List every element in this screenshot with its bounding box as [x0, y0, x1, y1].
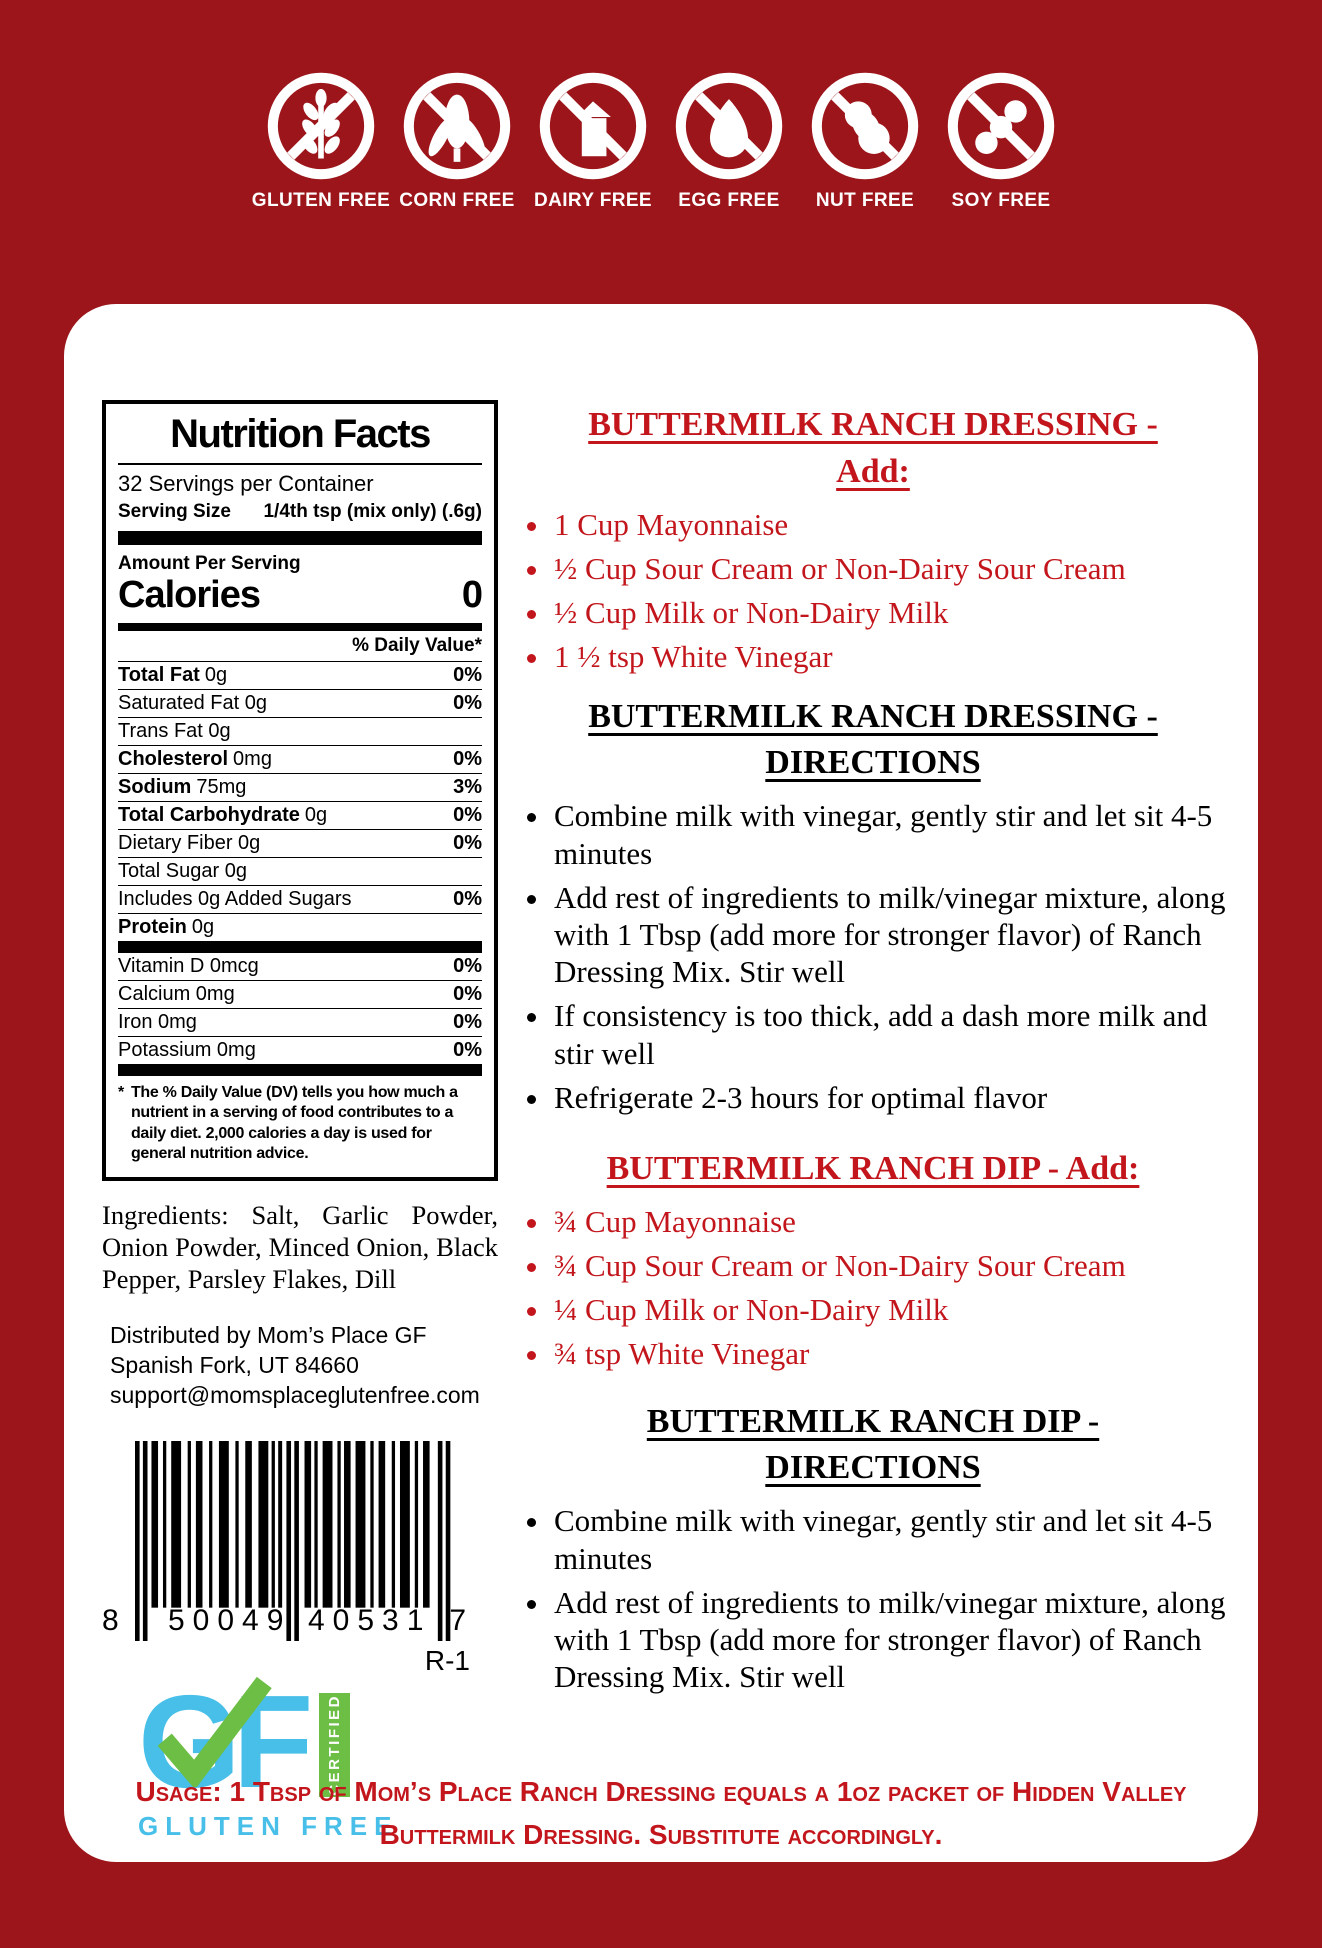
no-soy-icon	[945, 70, 1057, 182]
recipe-item: • ¼ Cup Milk or Non-Dairy Milk	[552, 1291, 1230, 1328]
nutrient-row: Sodium 75mg 3%	[118, 774, 482, 802]
vitamin-row: Vitamin D 0mcg 0%	[118, 953, 482, 981]
allergen-label: CORN FREE	[399, 190, 515, 211]
gf-logo-letter-f: F	[232, 1667, 306, 1815]
recipe-item: • If consistency is too thick, add a dash more milk and stir well	[552, 997, 1230, 1071]
allergen-dairy-free	[535, 70, 651, 212]
barcode-digit-right: 7	[449, 1603, 474, 1637]
calories-label: Calories	[118, 574, 260, 616]
heading-dressing-directions: BUTTERMILK RANCH DRESSING - DIRECTIONS	[588, 697, 1158, 782]
distributor-info	[102, 1320, 498, 1411]
allergen-soy-free	[943, 70, 1059, 212]
allergen-label: SOY FREE	[951, 190, 1051, 211]
barcode-digits	[102, 1604, 474, 1638]
allergen-label: NUT FREE	[815, 190, 915, 211]
heading-dip-add: BUTTERMILK RANCH DIP - Add:	[606, 1149, 1140, 1187]
recipe-item: • ¾ Cup Sour Cream or Non-Dairy Sour Cream	[552, 1247, 1230, 1284]
label-card	[64, 304, 1258, 1862]
no-gluten-icon	[265, 70, 377, 182]
recipe-item: • 1 Cup Mayonnaise	[552, 506, 1230, 543]
allergen-label: DAIRY FREE	[533, 190, 653, 211]
recipe-item: • Add rest of ingredients to milk/vinegar mixture, along with 1 Tbsp (add more for stronger flavor) of Ranch Dressing Mix. Stir well	[552, 1584, 1230, 1696]
recipe-item: • Combine milk with vinegar, gently stir and let sit 4-5 minutes	[552, 1502, 1230, 1576]
ingredients-text: Ingredients: Salt, Garlic Powder, Onion Powder, Minced Onion, Black Pepper, Parsley Flakes, Dill	[102, 1199, 498, 1295]
allergen-gluten-free	[251, 70, 391, 212]
nutrient-row: Dietary Fiber 0g 0%	[118, 830, 482, 858]
calories-value: 0	[461, 574, 482, 616]
servings-per-container: 32 Servings per Container	[118, 471, 374, 496]
no-nut-icon	[809, 70, 921, 182]
usage-note: Usage: 1 Tbsp of Mom’s Place Ranch Dressing equals a 1oz packet of Hidden Valley Buttermilk Dressing. Substitute accordingly.	[135, 1776, 1187, 1851]
daily-value-header: % Daily Value*	[352, 634, 482, 656]
revision-code: R-1	[424, 1644, 470, 1676]
nutrient-row: Saturated Fat 0g 0%	[118, 690, 482, 718]
allergen-egg-free	[671, 70, 787, 212]
barcode-digit-group1: 50049	[168, 1603, 292, 1637]
gf-logo-letter-g: G	[138, 1667, 233, 1815]
allergen-nut-free	[807, 70, 923, 212]
divider-bar	[118, 941, 482, 953]
amount-per-serving-label: Amount Per Serving	[118, 553, 301, 574]
upc-barcode	[102, 1441, 474, 1683]
nutrient-row: Total Sugar 0g	[118, 858, 482, 886]
nutrient-row: Includes 0g Added Sugars 0%	[118, 886, 482, 914]
allergen-label: EGG FREE	[678, 190, 780, 211]
allergen-corn-free	[399, 70, 515, 212]
recipe-item: • ¾ Cup Mayonnaise	[552, 1203, 1230, 1240]
list-dip-add	[516, 1203, 1230, 1373]
right-column	[516, 402, 1230, 1702]
divider-bar	[118, 623, 482, 631]
recipe-item: • ¾ tsp White Vinegar	[552, 1335, 1230, 1372]
vitamin-row: Potassium 0mg 0%	[118, 1038, 482, 1061]
allergen-banner	[0, 70, 1322, 212]
nutrient-row: Cholesterol 0mg 0%	[118, 746, 482, 774]
recipe-item: • Refrigerate 2-3 hours for optimal flavor	[552, 1079, 1230, 1116]
recipe-item: • Add rest of ingredients to milk/vinegar mixture, along with 1 Tbsp (add more for stronger flavor) of Ranch Dressing Mix. Stir well	[552, 879, 1230, 991]
recipe-item: • ½ Cup Milk or Non-Dairy Milk	[552, 594, 1230, 631]
calories-row	[118, 575, 482, 623]
serving-size-row	[118, 499, 482, 531]
recipe-item: • ½ Cup Sour Cream or Non-Dairy Sour Cream	[552, 550, 1230, 587]
divider-bar	[118, 1064, 482, 1076]
distributor-line: Spanish Fork, UT 84660	[110, 1352, 359, 1379]
barcode-digit-group2: 40531	[308, 1603, 432, 1637]
allergen-label: GLUTEN FREE	[251, 190, 391, 211]
nutrition-facts-panel	[102, 400, 498, 1181]
nutrient-row: Total Carbohydrate 0g 0%	[118, 802, 482, 830]
nutrient-row: Protein 0g	[118, 915, 215, 938]
list-dressing-directions	[516, 797, 1230, 1116]
no-egg-icon	[673, 70, 785, 182]
barcode-digit-left: 8	[102, 1603, 127, 1637]
heading-dressing-add: BUTTERMILK RANCH DRESSING - Add:	[588, 406, 1158, 490]
recipe-item: • Combine milk with vinegar, gently stir and let sit 4-5 minutes	[552, 797, 1230, 871]
serving-size-value: 1/4th tsp (mix only) (.6g)	[263, 501, 482, 522]
nutrition-title: Nutrition Facts	[118, 412, 482, 465]
left-column	[102, 400, 498, 1842]
vitamin-rows	[118, 953, 482, 1064]
distributor-line: support@momsplaceglutenfree.com	[110, 1382, 480, 1409]
heading-dip-directions: BUTTERMILK RANCH DIP - DIRECTIONS	[646, 1402, 1100, 1487]
gf-certified-text: CERTIFIED	[326, 1693, 344, 1796]
gf-gluten-free-caption: GLUTEN FREE	[138, 1810, 399, 1841]
distributor-line: Distributed by Mom’s Place GF	[110, 1321, 427, 1348]
list-dip-directions	[516, 1502, 1230, 1695]
no-dairy-icon	[537, 70, 649, 182]
no-corn-icon	[401, 70, 513, 182]
vitamin-row: Calcium 0mg 0%	[118, 981, 482, 1009]
serving-size-label: Serving Size	[118, 501, 231, 522]
nutrient-row: Trans Fat 0g	[118, 718, 482, 746]
divider-bar	[118, 531, 482, 545]
recipe-item: • 1 ½ tsp White Vinegar	[552, 638, 1230, 675]
vitamin-row: Iron 0mg 0%	[118, 1009, 482, 1037]
list-dressing-add	[516, 506, 1230, 676]
nutrient-row: Total Fat 0g 0%	[118, 662, 482, 690]
nutrient-rows	[118, 661, 482, 941]
daily-value-footnote: * The % Daily Value (DV) tells you how much a nutrient in a serving of food contributes to a daily diet. 2,000 calories a day is used for general nutrition advice.	[118, 1083, 458, 1163]
